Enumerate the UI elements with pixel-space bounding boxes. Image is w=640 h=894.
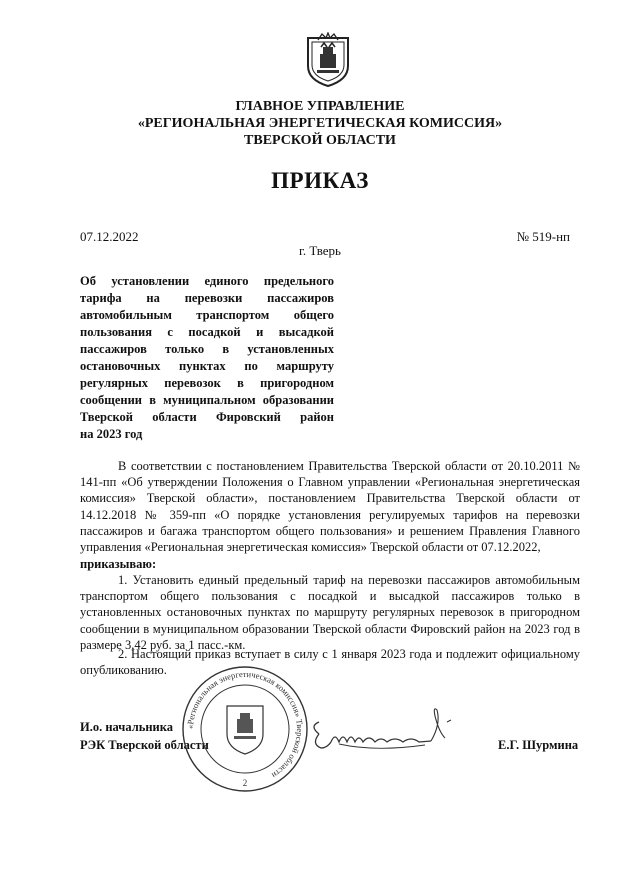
handwritten-signature <box>305 704 465 764</box>
subject-line: Тверской области Фировский район <box>80 410 334 424</box>
header-line-2: «РЕГИОНАЛЬНАЯ ЭНЕРГЕТИЧЕСКАЯ КОМИССИЯ» <box>137 116 503 131</box>
order-item-2: 2. Настоящий приказ вступает в силу с 1 января 2023 года и подлежит официальному опубликованию. <box>80 647 580 678</box>
orders-word: приказываю: <box>80 557 157 571</box>
subject-line: Об установлении единого предельного <box>80 274 334 288</box>
header-line-3: ТВЕРСКОЙ ОБЛАСТИ <box>244 133 396 148</box>
document-city: г. Тверь <box>299 243 341 258</box>
document-number: № 519-нп <box>516 229 570 244</box>
subject-line: тарифа на перевозки пассажиров <box>80 291 334 305</box>
position-line-2: РЭК Тверской области <box>80 738 209 752</box>
position-line-1: И.о. начальника <box>80 720 173 734</box>
subject-line: остановочных пунктах по маршруту <box>80 359 334 373</box>
stamp-ring-text: «Региональная энергетическая комиссия» Тверской области <box>184 668 306 781</box>
signatory-name: Е.Г. Шурмина <box>498 738 579 752</box>
document-title: ПРИКАЗ <box>271 168 369 193</box>
subject-line: автомобильным транспортом общего <box>80 308 334 322</box>
stamp-center-number: 2 <box>242 778 248 788</box>
coat-of-arms-emblem <box>304 32 352 88</box>
subject-line: пассажиров только в установленных <box>80 342 334 356</box>
subject-line: пользования с посадкой и высадкой <box>80 325 334 339</box>
header-line-1: ГЛАВНОЕ УПРАВЛЕНИЕ <box>235 99 405 114</box>
preamble-paragraph: В соответствии с постановлением Правительства Тверской области от 20.10.2011 № 141-пп «Об утверждении Положения о Главном управлении «Региональная энергетическая комиссия» Тверской области», постановлением Правительства Тверской области от 14.12.2018 № 359-пп «О порядке установления регулируемых тарифов на перевозки пассажиров и багажа транспортом общего пользования» и решением Правления Главного управления «Региональная энергетическая комиссия» Тверской области от 07.12.2022, <box>80 459 580 555</box>
document-date: 07.12.2022 <box>80 229 139 244</box>
document-subject <box>80 273 334 443</box>
order-item-1: 1. Установить единый предельный тариф на перевозки пассажиров автомобильным транспортом общего пользования с посадкой и высадкой пассажиров только в установленных остановочных пунктах по маршруту регулярных перевозок в пригородном сообщении в муниципальном образовании Тверской области Фировский район на 2023 год в размере 3,42 руб. за 1 пасс.-км. <box>80 573 580 652</box>
subject-line: регулярных перевозок в пригородном <box>80 376 334 390</box>
subject-line: на 2023 год <box>80 427 143 441</box>
official-seal-stamp <box>180 664 310 794</box>
subject-line: сообщении в муниципальном образовании <box>80 393 334 407</box>
